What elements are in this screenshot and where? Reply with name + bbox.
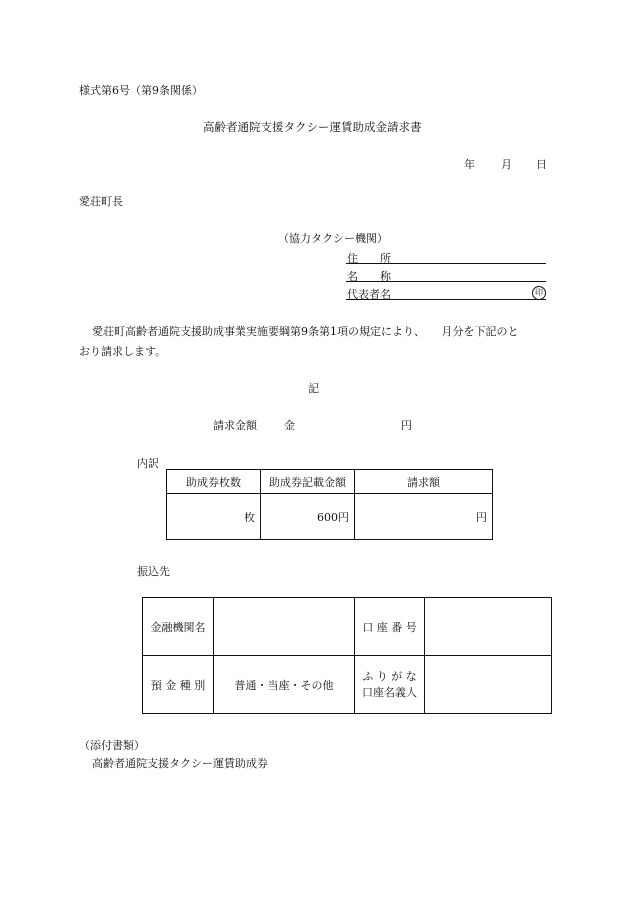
- seal-mark: 印: [532, 286, 546, 300]
- amount-yen: 円: [401, 419, 412, 432]
- date-day: 日: [536, 158, 547, 171]
- representative-underline: [346, 299, 546, 300]
- ki-heading: 記: [308, 382, 319, 395]
- claim-amount-cell[interactable]: 円: [355, 494, 493, 540]
- account-number-label: 口 座 番 号: [355, 598, 425, 656]
- account-holder-label: 口座名義人: [362, 685, 417, 699]
- amount-label: 請求金額: [213, 419, 257, 432]
- transfer-label: 振込先: [137, 565, 170, 578]
- attachments-label: （添付書類）: [79, 739, 145, 752]
- breakdown-header-row: [167, 470, 493, 494]
- account-holder-label-cell: [355, 656, 425, 714]
- bank-name-field[interactable]: [214, 598, 355, 656]
- header-claim-amount: 請求額: [355, 470, 493, 494]
- bank-name-label: 金融機関名: [143, 598, 214, 656]
- applicant-heading: （協力タクシー機関）: [278, 232, 388, 245]
- attachment-item: 高齢者通院支援タクシー運賃助成券: [92, 757, 268, 770]
- representative-label: 代表者名: [347, 288, 391, 301]
- document-title: 高齢者通院支援タクシー運賃助成金請求書: [203, 120, 422, 134]
- body-text-line1: 愛荘町高齢者通院支援助成事業実施要綱第9条第1項の規定により、 月分を下記のと: [92, 325, 519, 338]
- addressee: 愛荘町長: [79, 195, 123, 208]
- breakdown-table: [166, 469, 493, 540]
- account-number-field[interactable]: [425, 598, 552, 656]
- deposit-type-options[interactable]: 普通・当座・その他: [214, 656, 355, 714]
- breakdown-label: 内訳: [137, 457, 159, 470]
- name-label: 名 称: [347, 270, 391, 283]
- date-month: 月: [501, 158, 512, 171]
- address-label: 住 所: [347, 252, 391, 265]
- transfer-table: [142, 597, 552, 714]
- furigana-label: ふ り が な: [362, 669, 417, 683]
- address-underline: [346, 263, 546, 264]
- header-ticket-amount: 助成券記載金額: [261, 470, 355, 494]
- transfer-row-2: [143, 656, 552, 714]
- breakdown-value-row: [167, 494, 493, 540]
- name-underline: [346, 281, 546, 282]
- deposit-type-label: 預 金 種 別: [143, 656, 214, 714]
- transfer-row-1: [143, 598, 552, 656]
- form-number: 様式第6号（第9条関係）: [79, 84, 203, 97]
- amount-kin: 金: [284, 419, 295, 432]
- body-text-line2: おり請求します。: [79, 345, 167, 358]
- ticket-count-cell[interactable]: 枚: [167, 494, 261, 540]
- ticket-amount-cell: 600円: [261, 494, 355, 540]
- account-holder-field[interactable]: [425, 656, 552, 714]
- header-ticket-count: 助成券枚数: [167, 470, 261, 494]
- date-year: 年: [464, 158, 475, 171]
